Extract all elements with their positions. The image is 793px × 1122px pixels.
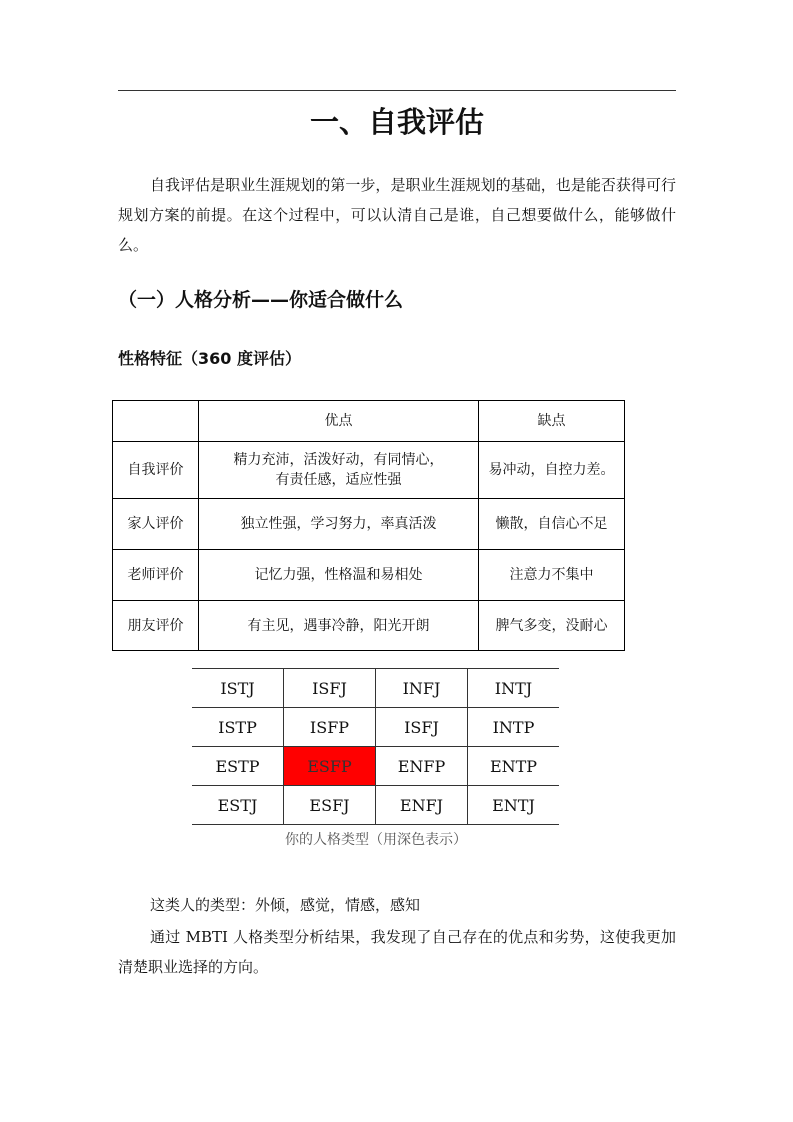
mbti-row xyxy=(192,786,559,825)
mbti-cell: ESTJ xyxy=(192,786,284,825)
mbti-cell: ENTP xyxy=(468,747,560,786)
mbti-cell: INTJ xyxy=(468,669,560,708)
mbti-cell: ESFP xyxy=(284,747,376,786)
intro-paragraph: 自我评估是职业生涯规划的第一步，是职业生涯规划的基础，也是能否获得可行规划方案的前提。在这个过程中，可以认清自己是谁，自己想要做什么，能够做什么。 xyxy=(118,176,676,254)
mbti-caption: 你的人格类型（用深色表示） xyxy=(285,832,467,848)
row-weaknesses: 懒散，自信心不足 xyxy=(479,499,625,550)
mbti-cell: ISTP xyxy=(192,708,284,747)
mbti-cell: ENFJ xyxy=(376,786,468,825)
table-header-row xyxy=(113,401,625,442)
mbti-cell: INTP xyxy=(468,708,560,747)
row-weaknesses: 易冲动，自控力差。 xyxy=(479,442,625,499)
row-strengths: 有主见，遇事冷静，阳光开朗 xyxy=(199,601,479,651)
row-weaknesses: 注意力不集中 xyxy=(479,550,625,601)
row-strengths xyxy=(199,442,479,499)
row-source: 朋友评价 xyxy=(113,601,199,651)
mbti-cell: ISFJ xyxy=(284,669,376,708)
mbti-row xyxy=(192,708,559,747)
evaluation-table xyxy=(112,400,625,651)
row-source: 老师评价 xyxy=(113,550,199,601)
mbti-cell: ENFP xyxy=(376,747,468,786)
mbti-cell: ESFJ xyxy=(284,786,376,825)
mbti-row xyxy=(192,669,559,708)
mbti-cell: ESTP xyxy=(192,747,284,786)
table-row xyxy=(113,550,625,601)
table-row xyxy=(113,442,625,499)
row-weaknesses: 脾气多变，没耐心 xyxy=(479,601,625,651)
mbti-cell: ISTJ xyxy=(192,669,284,708)
strengths-line: 有责任感，适应性强 xyxy=(275,472,402,488)
mbti-cell: ISFP xyxy=(284,708,376,747)
mbti-cell: ISFJ xyxy=(376,708,468,747)
header-cell-weaknesses: 缺点 xyxy=(479,401,625,442)
mbti-grid xyxy=(192,668,559,825)
row-strengths: 独立性强，学习努力，率真活泼 xyxy=(199,499,479,550)
strengths-line: 精力充沛，活泼好动，有同情心， xyxy=(233,452,444,468)
mbti-row xyxy=(192,747,559,786)
header-rule xyxy=(118,90,676,91)
type-description: 这类人的类型：外倾，感觉，情感，感知 xyxy=(150,896,421,914)
row-strengths: 记忆力强，性格温和易相处 xyxy=(199,550,479,601)
row-source: 家人评价 xyxy=(113,499,199,550)
header-cell-empty xyxy=(113,401,199,442)
row-source: 自我评价 xyxy=(113,442,199,499)
mbti-cell: ENTJ xyxy=(468,786,560,825)
subsection-heading: 性格特征（360 度评估） xyxy=(118,349,301,368)
table-row xyxy=(113,499,625,550)
header-cell-strengths: 优点 xyxy=(199,401,479,442)
table-row xyxy=(113,601,625,651)
page-title: 一、自我评估 xyxy=(309,105,484,139)
mbti-cell: INFJ xyxy=(376,669,468,708)
conclusion-paragraph: 通过 MBTI 人格类型分析结果，我发现了自己存在的优点和劣势，这使我更加清楚职业选择的方向。 xyxy=(118,928,676,976)
section-heading: （一）人格分析——你适合做什么 xyxy=(118,289,404,311)
